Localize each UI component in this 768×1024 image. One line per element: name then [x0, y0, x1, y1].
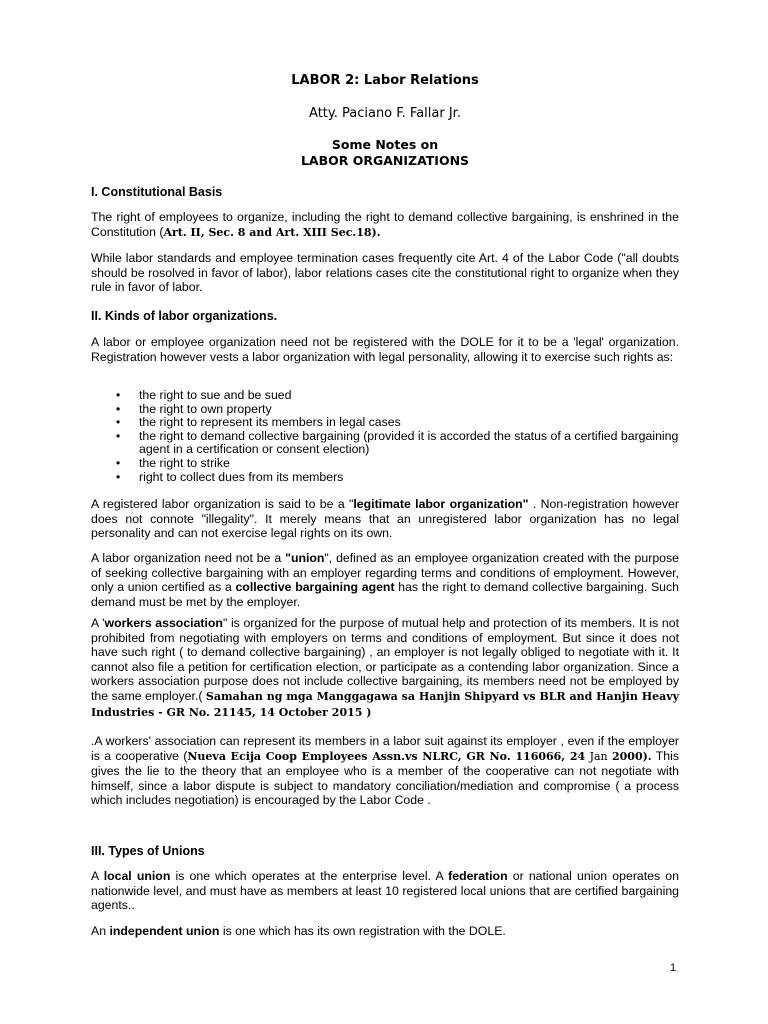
list-item: • the right to strike	[116, 455, 230, 470]
citation: Samahan ng mga Manggagawa sa Hanjin Shipyard vs BLR and Hanjin Heavy Industries - GR No. 21145, 14 October 2015 )	[91, 689, 679, 719]
citation: Art. II, Sec. 8 and Art. XIII Sec.18).	[163, 225, 381, 239]
paragraph: A 'workers association" is organized for the purpose of mutual help and protection of its members. It is not prohibited from negotiating with employers on terms and conditions of employment. But since it does not have such right ( to demand collective bargaining) , an employer is not legally obliged to negotiate with it. It cannot also file a petition for certification election, or participate as a contending labor organization. Since a workers association purpose does not include collective bargaining, its members need not be employed by the same employer.( Samahan ng mga Manggagawa sa Hanjin Shipyard vs BLR and Hanjin Heavy Industries - GR No. 21145, 14 October 2015 )	[91, 616, 679, 719]
paragraph: An independent union is one which has its own registration with the DOLE.	[91, 924, 506, 938]
subtitle-line1: Some Notes on	[331, 137, 439, 152]
section-heading-kinds: II. Kinds of labor organizations.	[91, 309, 278, 323]
bullet-icon: •	[116, 428, 121, 443]
paragraph: A local union is one which operates at the enterprise level. A federation or national union operates on nationwide level, and must have as members at least 10 registered local unions that are certified bargaining agents..	[91, 869, 679, 913]
list-item: • right to collect dues from its members	[116, 469, 344, 484]
paragraph: A labor organization need not be a "union", defined as an employee organization created with the purpose of seeking collective bargaining with an employer regarding terms and conditions of employment. However, only a union certified as a collective bargaining agent has the right to demand collective bargaining. Such demand must be met by the employer.	[91, 551, 679, 609]
paragraph: A registered labor organization is said to be a "legitimate labor organization" . Non-registration however does not connote "illegality". It merely means that an unregistered labor organization has no legal personality and can not exercise legal rights on its own.	[91, 497, 679, 541]
bullet-icon: •	[116, 455, 121, 470]
paragraph: The right of employees to organize, including the right to demand collective bargaining, is enshrined in the Constitution (Art. II, Sec. 8 and Art. XIII Sec.18).	[91, 210, 679, 239]
section-heading-types-of-unions: III. Types of Unions	[91, 844, 205, 858]
page-number: 1	[670, 962, 677, 974]
bullet-icon: •	[116, 469, 121, 484]
list-item: • the right to demand collective bargaining (provided it is accorded the status of a certified bargaining agent in a certification or consent election)	[116, 428, 679, 457]
list-item: • the right to sue and be sued	[116, 388, 292, 402]
subtitle-line2: LABOR ORGANIZATIONS	[300, 153, 470, 168]
rights-list	[91, 389, 679, 484]
citation: Nueva Ecija Coop Employees Assn.vs NLRC, GR No. 116066, 24	[187, 749, 586, 763]
bullet-icon: •	[116, 401, 121, 416]
author-line: Atty. Paciano F. Fallar Jr.	[309, 106, 461, 121]
list-item: • the right to own property	[116, 401, 272, 416]
course-title: LABOR 2: Labor Relations	[291, 73, 479, 88]
bullet-icon: •	[116, 415, 121, 430]
bullet-icon: •	[116, 388, 121, 402]
paragraph: A labor or employee organization need not be registered with the DOLE for it to be a 'legal' organization. Registration however vests a labor organization with legal personality, allowing it to exercise such rights as:	[91, 335, 679, 364]
list-item: • the right to represent its members in legal cases	[116, 415, 401, 430]
paragraph: While labor standards and employee termination cases frequently cite Art. 4 of the Labor Code ("all doubts should be rosolved in favor of labor), labor relations cases cite the constitutional right to organize when they rule in favor of labor.	[91, 251, 679, 295]
section-heading-constitutional-basis: I. Constitutional Basis	[91, 185, 223, 199]
paragraph: .A workers' association can represent its members in a labor suit against its employer , even if the employer is a cooperative (Nueva Ecija Coop Employees Assn.vs NLRC, GR No. 116066, 24 Jan 2000). This gives the lie to the theory that an employee who is a member of the cooperative can not negotiate with himself, since a labor dispute is subject to mandatory conciliation/mediation and compromise ( a process which includes negotiation) is encouraged by the Labor Code .	[91, 734, 679, 808]
